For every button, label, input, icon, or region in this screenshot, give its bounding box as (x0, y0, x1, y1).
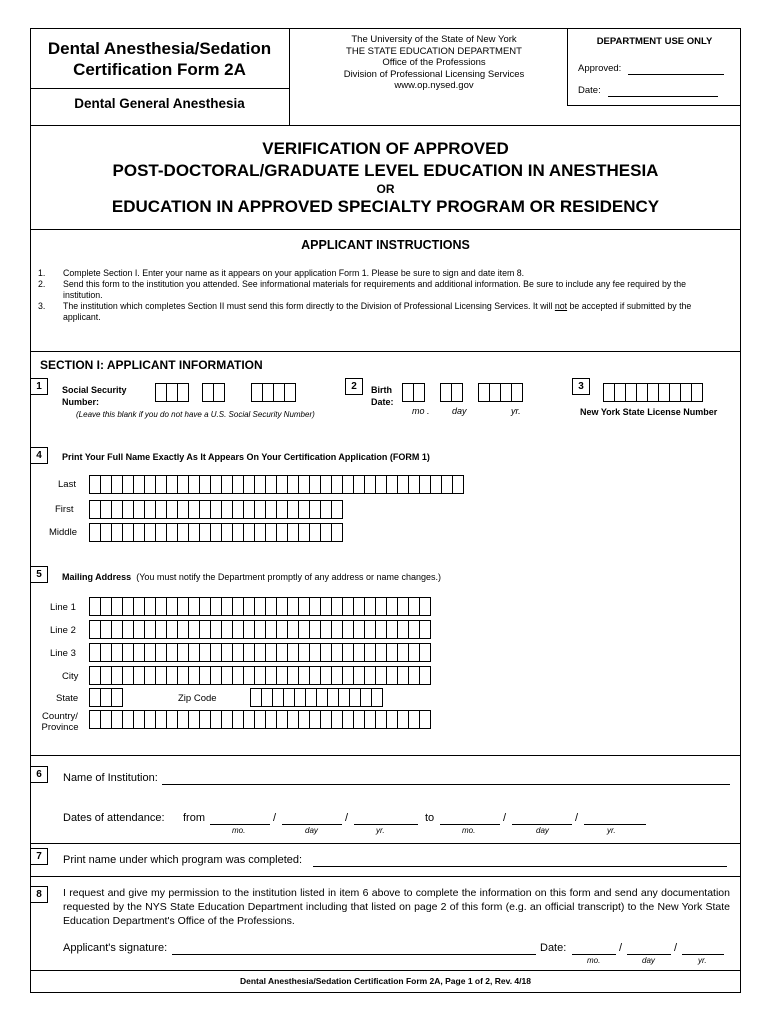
instructions-list (38, 268, 718, 323)
instructions-title: APPLICANT INSTRUCTIONS (301, 238, 470, 252)
last-name-cells[interactable] (89, 475, 463, 494)
entry-cell[interactable] (691, 383, 703, 402)
dates-attendance-label: Dates of attendance: (63, 812, 165, 824)
from-label: from (183, 812, 205, 824)
ssn-label: Social Security Number: (62, 385, 127, 407)
dept-date-field[interactable] (608, 96, 718, 97)
agency-line1: The University of the State of New York (351, 34, 517, 45)
city-label: City (62, 671, 79, 682)
department-use-box (567, 28, 741, 106)
footer-rule (30, 970, 741, 971)
state-label: State (56, 693, 79, 704)
full-name-label: Print Your Full Name Exactly As It Appears On Your Certification Application (FORM 1) (62, 452, 430, 462)
item-number-6: 6 (30, 766, 48, 783)
address-line2-label: Line 2 (50, 625, 76, 636)
main-title-line3: OR (376, 182, 395, 196)
item-number-2: 2 (345, 378, 363, 395)
zip-code-cells[interactable] (250, 688, 382, 707)
license-number-cells[interactable] (603, 383, 702, 402)
ssn-note: (Leave this blank if you do not have a U.S. Social Security Number) (76, 410, 315, 419)
entry-cell[interactable] (419, 666, 431, 685)
last-name-label: Last (58, 479, 76, 490)
agency-line4: Division of Professional Licensing Services (343, 68, 525, 80)
from-yr-caption: yr. (376, 826, 385, 835)
from-year-field[interactable] (354, 824, 418, 825)
header-divider (289, 28, 290, 125)
sig-slash-2: / (674, 942, 678, 954)
birth-month-cells[interactable] (402, 383, 424, 402)
instructions-bottom-rule (30, 351, 741, 352)
item7-bottom-rule (30, 876, 741, 877)
entry-cell[interactable] (371, 688, 383, 707)
ssn-cells-group3[interactable] (251, 383, 295, 402)
not-emphasis: not (554, 301, 568, 311)
first-name-label: First (55, 504, 74, 515)
to-day-field[interactable] (512, 824, 572, 825)
entry-cell[interactable] (413, 383, 425, 402)
city-cells[interactable] (89, 666, 430, 685)
to-mo-caption: mo. (462, 826, 476, 835)
header-bottom-rule (30, 125, 741, 126)
program-name-label: Print name under which program was completed: (63, 854, 303, 866)
entry-cell[interactable] (111, 688, 123, 707)
entry-cell[interactable] (213, 383, 225, 402)
zip-code-label: Zip Code (178, 693, 217, 704)
entry-cell[interactable] (419, 710, 431, 729)
entry-cell[interactable] (177, 383, 189, 402)
entry-cell[interactable] (419, 620, 431, 639)
ssn-cells-group1[interactable] (155, 383, 188, 402)
instruction-item-2: 2. Send this form to the institution you attended. See informational materials for requirements and additional information. Be sure to include any fee required by the institution. (38, 279, 686, 300)
middle-name-cells[interactable] (89, 523, 342, 542)
birth-mo-caption: mo . (412, 406, 430, 416)
signature-day-field[interactable] (627, 954, 671, 955)
entry-cell[interactable] (284, 383, 296, 402)
address-line2-cells[interactable] (89, 620, 430, 639)
license-number-label: New York State License Number (580, 407, 718, 417)
ssn-cells-group2[interactable] (202, 383, 224, 402)
address-line3-cells[interactable] (89, 643, 430, 662)
agency-line5: www.op.nysed.gov (394, 80, 474, 91)
birth-date-label: Birth Date: (371, 385, 394, 407)
form-title-line2: Certification Form 2A (73, 60, 246, 79)
item-number-3: 3 (572, 378, 590, 395)
first-name-cells[interactable] (89, 500, 342, 519)
to-year-field[interactable] (584, 824, 646, 825)
agency-block (319, 34, 549, 92)
birth-year-cells[interactable] (478, 383, 522, 402)
header-title-divider (30, 88, 289, 89)
item-number-7: 7 (30, 848, 48, 865)
main-title-line4: EDUCATION IN APPROVED SPECIALTY PROGRAM OR RESIDENCY (111, 197, 660, 216)
from-day-caption: day (305, 826, 318, 835)
middle-name-label: Middle (49, 527, 77, 538)
from-day-field[interactable] (282, 824, 342, 825)
address-line1-cells[interactable] (89, 597, 430, 616)
dept-approved-label: Approved: (578, 63, 622, 74)
to-slash-2: / (575, 812, 579, 824)
main-title (30, 137, 741, 218)
instruction-item-1: 1. Complete Section I. Enter your name as it appears on your application Form 1. Please be sure to sign and date item 8. (38, 268, 525, 278)
sig-slash-1: / (619, 942, 623, 954)
signature-date-label: Date: (540, 942, 567, 954)
address-line1-label: Line 1 (50, 602, 76, 613)
item-number-5: 5 (30, 566, 48, 583)
to-month-field[interactable] (440, 824, 500, 825)
title-bottom-rule (30, 229, 741, 230)
country-cells[interactable] (89, 710, 430, 729)
signature-year-field[interactable] (682, 954, 724, 955)
item-number-8: 8 (30, 886, 48, 903)
form-title-line1: Dental Anesthesia/Sedation (47, 39, 272, 58)
entry-cell[interactable] (331, 523, 343, 542)
institution-name-field[interactable] (162, 784, 730, 785)
birth-yr-caption: yr. (511, 406, 521, 416)
to-label: to (425, 812, 435, 824)
instruction-item-3: 3. The institution which completes Section II must send this form directly to the Division of Professional Licensing Services. It will not be accepted if submitted by the applicant. (38, 301, 692, 322)
to-slash-1: / (503, 812, 507, 824)
item-number-4: 4 (30, 447, 48, 464)
signature-month-field[interactable] (572, 954, 616, 955)
main-title-line2: POST-DOCTORAL/GRADUATE LEVEL EDUCATION IN ANESTHESIA (112, 161, 659, 180)
main-title-line1: VERIFICATION OF APPROVED (262, 139, 509, 158)
to-yr-caption: yr. (607, 826, 616, 835)
signature-label: Applicant's signature: (63, 942, 168, 954)
entry-cell[interactable] (419, 643, 431, 662)
from-mo-caption: mo. (232, 826, 246, 835)
form-title (30, 38, 289, 80)
form-subtitle: Dental General Anesthesia (74, 96, 245, 111)
sig-yr-caption: yr. (698, 956, 707, 965)
sig-mo-caption: mo. (587, 956, 601, 965)
dept-approved-field[interactable] (628, 74, 724, 75)
entry-cell[interactable] (419, 597, 431, 616)
item6-bottom-rule (30, 843, 741, 844)
to-day-caption: day (536, 826, 549, 835)
address-bottom-rule (30, 755, 741, 756)
sig-day-caption: day (642, 956, 655, 965)
entry-cell[interactable] (452, 475, 464, 494)
from-month-field[interactable] (210, 824, 270, 825)
page-footer: Dental Anesthesia/Sedation Certification Form 2A, Page 1 of 2, Rev. 4/18 (240, 976, 531, 986)
address-line3-label: Line 3 (50, 648, 76, 659)
agency-line2: THE STATE EDUCATION DEPARTMENT (346, 45, 522, 57)
institution-label: Name of Institution: (63, 772, 158, 784)
mailing-address-label: Mailing Address (You must notify the Department promptly of any address or name changes.) (62, 572, 442, 582)
dept-date-label: Date: (578, 85, 601, 96)
birth-day-cells[interactable] (440, 383, 462, 402)
item-number-1: 1 (30, 378, 48, 395)
entry-cell[interactable] (451, 383, 463, 402)
program-name-field[interactable] (313, 866, 727, 867)
country-label: Country/ Province (41, 711, 79, 733)
entry-cell[interactable] (511, 383, 523, 402)
from-slash-1: / (273, 812, 277, 824)
dept-use-title: DEPARTMENT USE ONLY (596, 36, 713, 47)
entry-cell[interactable] (331, 500, 343, 519)
agency-line3: Office of the Professions (382, 57, 486, 68)
signature-field[interactable] (172, 954, 536, 955)
from-slash-2: / (345, 812, 349, 824)
section1-title: SECTION I: APPLICANT INFORMATION (40, 358, 263, 372)
state-cells[interactable] (89, 688, 122, 707)
permission-statement: I request and give my permission to the institution listed in item 6 above to complete the information on this form and send any documentation requested by the NYS State Education Department including that listed on page 2 of this form (e.g. an official transcript) to the New York State Education Department's Office of the Professions. (63, 887, 730, 927)
birth-day-caption: day (452, 406, 467, 416)
